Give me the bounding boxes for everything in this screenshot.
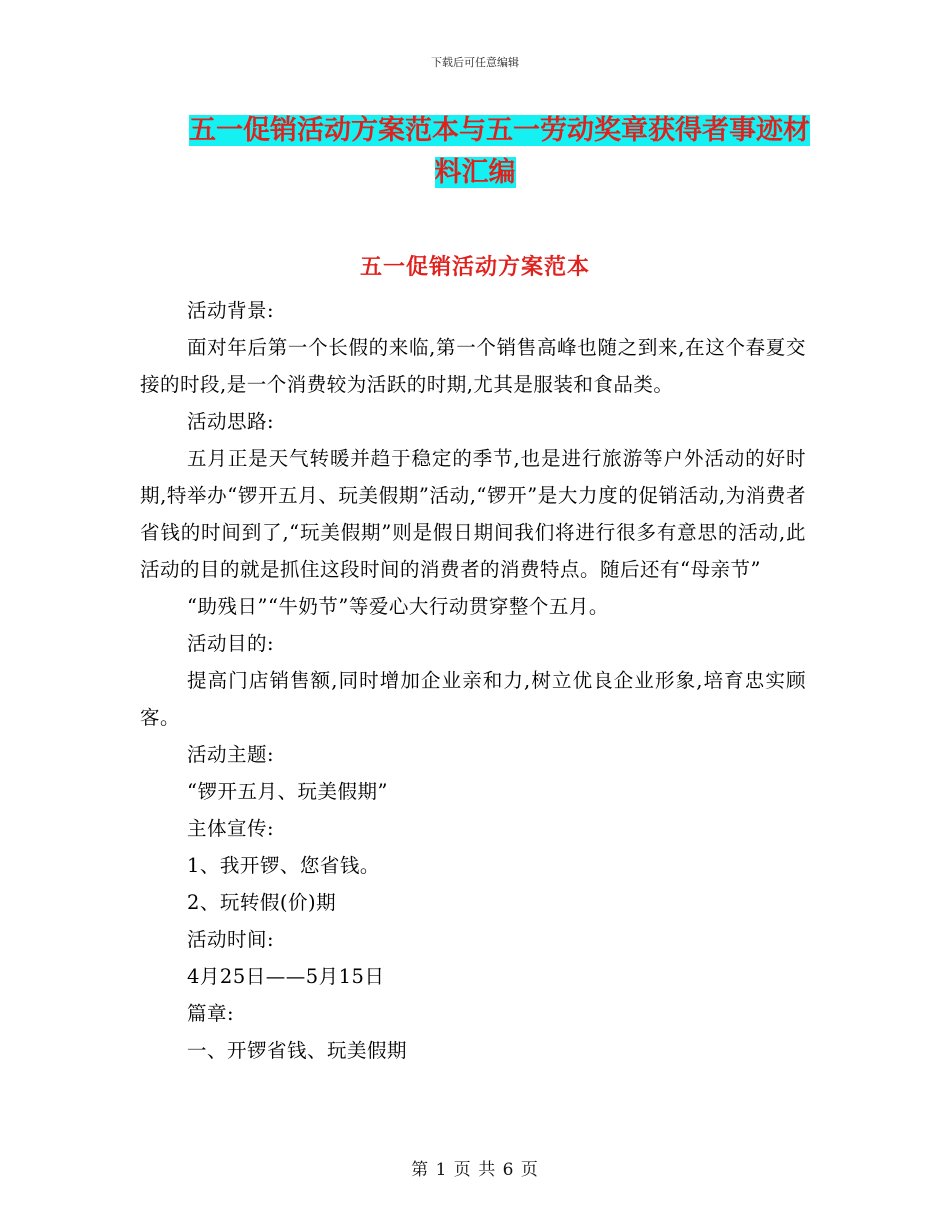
page-footer: 第 1 页 共 6 页: [411, 1160, 539, 1180]
paragraph: 五月正是天气转暖并趋于稳定的季节,也是进行旅游等户外活动的好时期,特举办“锣开五月、玩美假期”活动,“锣开”是大力度的促销活动,为消费者省钱的时间到了,“玩美假期”则是假日期间我们将进行很多有意思的活动,此活动的目的就是抓住这段时间的消费者的消费特点。随后还有“母亲节”: [140, 447, 806, 581]
paragraph: 提高门店销售额,同时增加企业亲和力,树立优良企业形象,培育忠实顾客。: [140, 669, 806, 729]
document-body: [140, 292, 806, 1069]
document-title: [140, 110, 810, 194]
paragraph: 面对年后第一个长假的来临,第一个销售高峰也随之到来,在这个春夏交接的时段,是一个消费较为活跃的时期,尤其是服装和食品类。: [140, 336, 806, 396]
paragraph: 活动主题:: [187, 743, 275, 766]
title-line-1: 五一促销活动方案范本与五一劳动奖章获得者事迹材: [189, 115, 810, 146]
paragraph: 主体宣传:: [187, 817, 275, 840]
paragraph: 1、我开锣、您省钱。: [187, 854, 380, 877]
title-line-2: 料汇编: [434, 157, 516, 188]
paragraph: 一、开锣省钱、玩美假期: [187, 1039, 408, 1062]
paragraph: “锣开五月、玩美假期”: [187, 780, 388, 803]
page-header: 下载后可任意编辑: [431, 56, 519, 69]
section-heading: 五一促销活动方案范本: [359, 255, 590, 280]
paragraph: 4月25日——5月15日: [187, 965, 385, 988]
paragraph: 活动思路:: [187, 410, 275, 433]
paragraph: “助残日”“牛奶节”等爱心大行动贯穿整个五月。: [187, 595, 609, 618]
paragraph: 2、玩转假(价)期: [187, 891, 337, 914]
paragraph: 活动背景:: [187, 299, 275, 322]
paragraph: 篇章:: [187, 1002, 235, 1025]
title-heading: [140, 110, 810, 194]
paragraph: 活动时间:: [187, 928, 275, 951]
paragraph: 活动目的:: [187, 632, 275, 655]
